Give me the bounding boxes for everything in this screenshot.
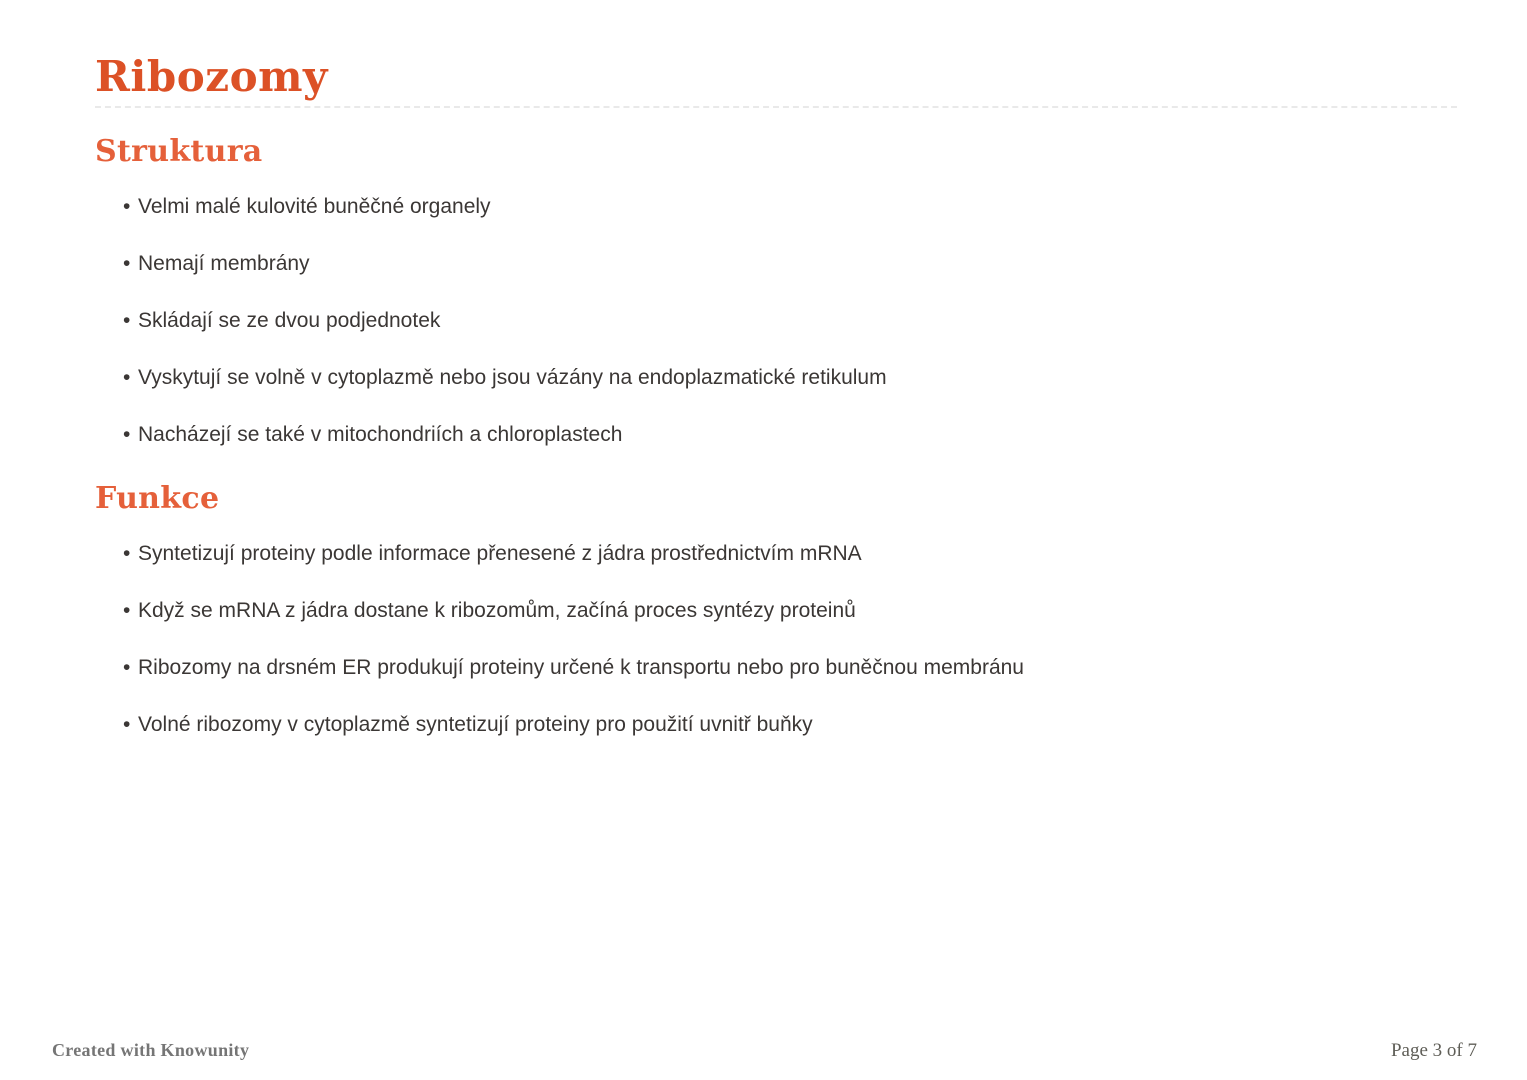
bullet-text: Skládají se ze dvou podjednotek xyxy=(138,309,441,333)
section-heading-struktura: Struktura xyxy=(95,134,263,170)
bullet-icon: • xyxy=(123,366,131,390)
bullet-icon: • xyxy=(123,252,131,276)
bullet-icon: • xyxy=(123,656,131,680)
bullet-text: Velmi malé kulovité buněčné organely xyxy=(138,195,491,219)
page-footer xyxy=(52,1040,1477,1062)
bullet-icon: • xyxy=(123,599,131,623)
bullet-icon: • xyxy=(123,309,131,333)
section-funkce xyxy=(95,481,1457,736)
bullet-text: Ribozomy na drsném ER produkují proteiny určené k transportu nebo pro buněčnou membránu xyxy=(138,656,1024,680)
section-heading-funkce: Funkce xyxy=(95,481,220,517)
bullet-list-struktura xyxy=(95,196,1457,446)
title-divider xyxy=(95,106,1457,108)
list-item xyxy=(123,714,1457,736)
bullet-icon: • xyxy=(123,542,131,566)
bullet-text: Vyskytují se volně v cytoplazmě nebo jsou vázány na endoplazmatické retikulum xyxy=(138,366,887,390)
footer-credit: Created with Knowunity xyxy=(52,1040,250,1060)
bullet-text: Volné ribozomy v cytoplazmě syntetizují proteiny pro použití uvnitř buňky xyxy=(138,713,813,737)
list-item xyxy=(123,657,1457,679)
bullet-text: Nacházejí se také v mitochondriích a chloroplastech xyxy=(138,423,623,447)
list-item xyxy=(123,310,1457,332)
list-item xyxy=(123,600,1457,622)
list-item xyxy=(123,196,1457,218)
bullet-text: Když se mRNA z jádra dostane k ribozomům, začíná proces syntézy proteinů xyxy=(138,599,856,623)
list-item xyxy=(123,424,1457,446)
section-struktura xyxy=(95,134,1457,446)
page-indicator: Page 3 of 7 xyxy=(1390,1040,1477,1061)
bullet-text: Nemají membrány xyxy=(138,252,310,276)
bullet-icon: • xyxy=(123,713,131,737)
bullet-text: Syntetizují proteiny podle informace přenesené z jádra prostřednictvím mRNA xyxy=(138,542,862,566)
list-item xyxy=(123,543,1457,565)
bullet-icon: • xyxy=(123,423,131,447)
list-item xyxy=(123,367,1457,389)
page-title: Ribozomy xyxy=(95,52,328,101)
bullet-icon: • xyxy=(123,195,131,219)
bullet-list-funkce xyxy=(95,543,1457,736)
list-item xyxy=(123,253,1457,275)
